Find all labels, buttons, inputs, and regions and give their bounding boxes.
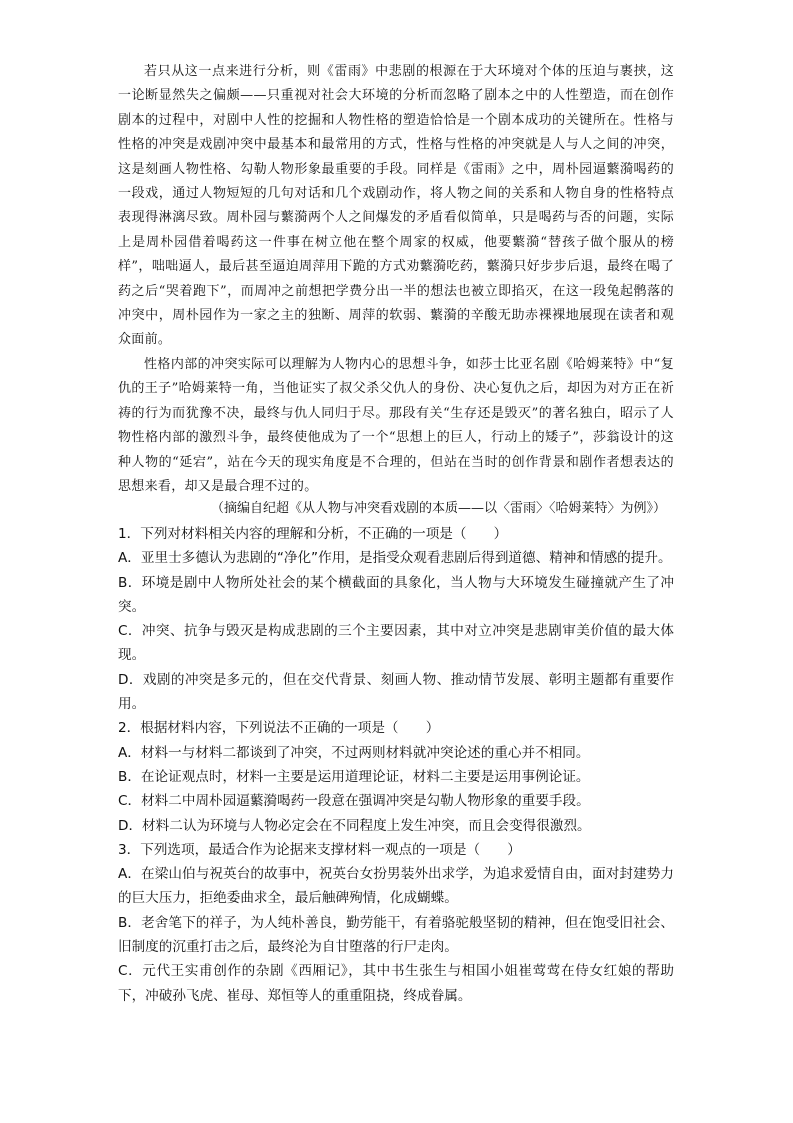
question-3 xyxy=(118,838,674,1008)
option-a: A．亚里士多德认为悲剧的“净化”作用，是指受众观看悲剧后得到道德、精神和情感的提升。 xyxy=(118,550,672,567)
question-1 xyxy=(118,522,674,716)
option-c: C．冲突、抗争与毁灭是构成悲剧的三个主要因素，其中对立冲突是悲剧审美价值的最大体现。 xyxy=(118,623,674,664)
question-stem: 1．下列对材料相关内容的理解和分析，不正确的一项是（ ） xyxy=(118,526,508,542)
option-a: A．在梁山伯与祝英台的故事中，祝英台女扮男装外出求学，为追求爱情自由，面对封建势力的巨大压力，拒绝委曲求全，最后触碑殉情，化成蝴蝶。 xyxy=(118,866,674,907)
passage-source: （摘编自纪超《从人物与冲突看戏剧的本质——以〈雷雨〉〈哈姆莱特〉为例》） xyxy=(210,501,666,516)
option-d: D．材料二认为环境与人物必定会在不同程度上发生冲突，而且会变得很激烈。 xyxy=(118,817,591,834)
passage-paragraph: 若只从这一点来进行分析，则《雷雨》中悲剧的根源在于大环境对个体的压迫与裹挟，这一论断显然失之偏颇——只重视对社会大环境的分析而忽略了剧本之中的人性塑造，而在创作剧本的过程中，对剧中人性的挖掘和人物性格的塑造恰恰是一个剧本成功的关键所在。性格与性格的冲突是戏剧冲突中最基本和最常用的方式，性格与性格的冲突就是人与人之间的冲突，这是刻画人物性格、勾勒人物形象最重要的手段。同样是《雷雨》之中，周朴园逼蘩漪喝药的一段戏，通过人物短短的几句对话和几个戏剧动作，将人物之间的关系和人物自身的性格特点表现得淋漓尽致。周朴园与蘩漪两个人之间爆发的矛盾看似简单，只是喝药与否的问题，实际上是周朴园借着喝药这一件事在树立他在整个周家的权威，他要蘩漪“替孩子做个服从的榜样”，咄咄逼人，最后甚至逼迫周萍用下跪的方式劝蘩漪吃药，蘩漪只好步步后退，最终在喝了药之后“哭着跑下”，而周冲之前想把学费分出一半的想法也被立即掐灭，在这一段兔起鹘落的冲突中，周朴园作为一家之主的独断、周萍的软弱、蘩漪的辛酸无助赤裸裸地展现在读者和观众面前。 xyxy=(118,64,674,348)
question-stem: 3．下列选项，最适合作为论据来支撑材料一观点的一项是（ ） xyxy=(118,841,521,858)
reading-passage xyxy=(118,60,674,499)
question-2 xyxy=(118,716,674,837)
option-c: C．元代王实甫创作的杂剧《西厢记》，其中书生张生与相国小姐崔莺莺在侍女红娘的帮助下，冲破孙飞虎、崔母、郑恒等人的重重阻挠，终成眷属。 xyxy=(118,963,674,1004)
option-b: B．在论证观点时，材料一主要是运用道理论证，材料二主要是运用事例论证。 xyxy=(118,768,590,785)
option-c: C．材料二中周朴园逼蘩漪喝药一段意在强调冲突是勾勒人物形象的重要手段。 xyxy=(118,793,590,810)
passage-paragraph: 性格内部的冲突实际可以理解为人物内心的思想斗争，如莎士比亚名剧《哈姆莱特》中“复仇的王子”哈姆莱特一角，当他证实了叔父杀父仇人的身份、决心复仇之后，却因为对方正在祈祷的行为而犹豫不决，最终与仇人同归于尽。那段有关“生存还是毁灭”的著名独白，昭示了人物性格内部的激烈斗争，最终使他成为了一个“思想上的巨人，行动上的矮子”，莎翁设计的这种人物的“延宕”，站在今天的现实角度是不合理的，但站在当时的创作背景和剧作者想表达的思想来看，却又是最合理不过的。 xyxy=(118,356,674,494)
option-b: B．环境是剧中人物所处社会的某个横截面的具象化，当人物与大环境发生碰撞就产生了冲突。 xyxy=(118,574,674,615)
option-b: B．老舍笔下的祥子，为人纯朴善良，勤劳能干，有着骆驼般坚韧的精神，但在饱受旧社会、旧制度的沉重打击之后，最终沦为自甘堕落的行尸走肉。 xyxy=(118,914,674,956)
option-d: D．戏剧的冲突是多元的，但在交代背景、刻画人物、推动情节发展、彰明主题都有重要作用。 xyxy=(118,671,674,713)
option-a: A．材料一与材料二都谈到了冲突，不过两则材料就冲突论述的重心并不相同。 xyxy=(118,744,590,761)
question-list xyxy=(118,522,674,1008)
question-stem: 2．根据材料内容，下列说法不正确的一项是（ ） xyxy=(118,720,440,737)
